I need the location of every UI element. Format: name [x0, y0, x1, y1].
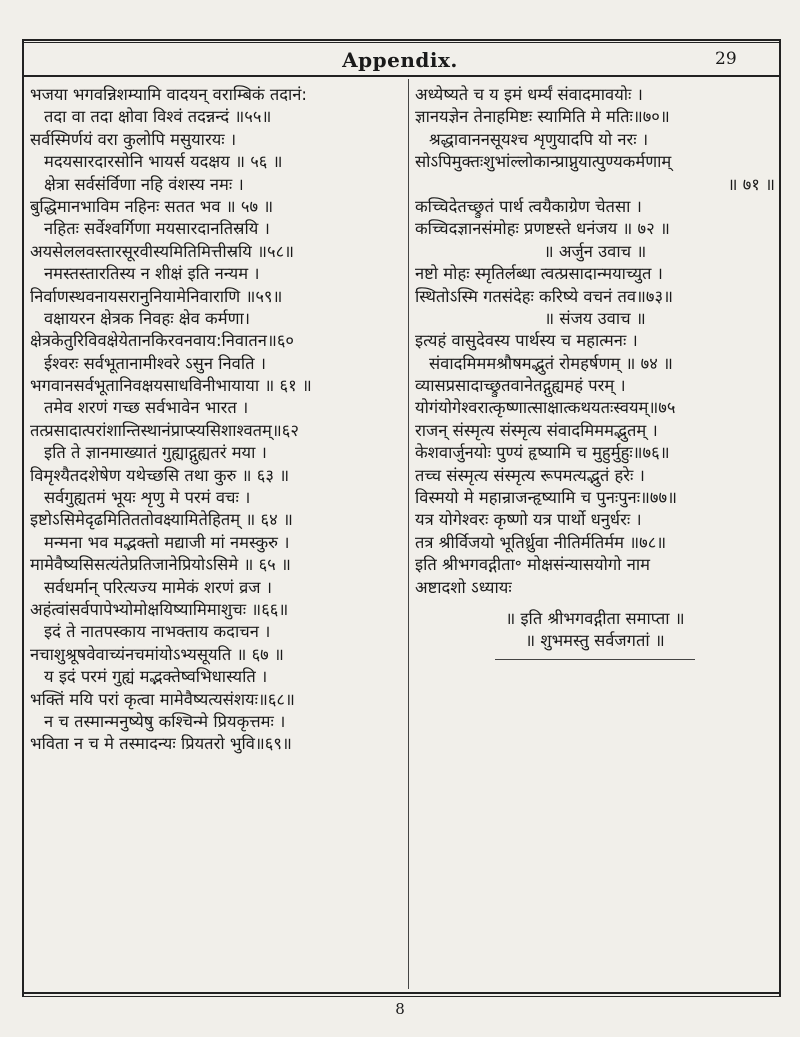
- verse-line: नचाशुश्रूषवेवाच्यंनचमांयोऽभ्यसूयति ॥ ६७ ॥: [30, 644, 284, 664]
- verse-line: स्थितोऽस्मि गतसंदेहः करिष्ये वचनं तव॥७३॥: [415, 286, 673, 306]
- verse-line: तच्च संस्मृत्य संस्मृत्य रूपमत्यद्भुतं हरेः ।: [415, 465, 645, 485]
- verse-line: इत्यहं वासुदेवस्य पार्थस्य च महात्मनः ।: [415, 331, 638, 351]
- frame-top-rule: [22, 39, 779, 41]
- verse-line: भक्तिं मयि परां कृत्वा मामेवैष्यत्यसंशयः॥६८॥: [30, 689, 295, 709]
- verse-line: भजया भगवन्निशम्यामि वादयन् वराम्बिकं तदानं:: [30, 85, 307, 104]
- verse-line: न च तस्मान्मनुष्येषु कश्चिन्मे प्रियकृत्तमः ।: [44, 711, 286, 731]
- verse-line: मामेवैष्यसिसत्यंतेप्रतिजानेप्रियोऽसिमे ॥ ६५ ॥: [30, 555, 291, 575]
- verse-line: बुद्धिमानभाविम नहिनः सतत भव ॥ ५७ ॥: [30, 196, 274, 216]
- verse-line: मन्मना भव मद्भक्तो मद्याजी मां नमस्कुरु ।: [44, 532, 290, 552]
- verse-line: सर्वस्मिर्णयं वरा कुलोपि मसुयारयः ।: [30, 129, 237, 149]
- verse-line: ॥ शुभमस्तु सर्वजगतां ॥: [525, 631, 665, 651]
- page-number: 29: [715, 49, 737, 69]
- verse-line: श्रद्धावाननसूयश्च शृणुयादपि यो नरः ।: [429, 129, 649, 149]
- verse-line: सर्वधर्मान् परित्यज्य मामेकं शरणं व्रज ।: [44, 577, 273, 597]
- verse-line: सर्वगुह्यतमं भूयः शृणु मे परमं वचः ।: [44, 488, 251, 508]
- frame-top-rule-inner: [22, 42, 779, 43]
- verse-line: ईश्वरः सर्वभूतानामीश्वरे ऽसुन निवति ।: [44, 353, 267, 373]
- verse-line: तमेव शरणं गच्छ सर्वभावेन भारत ।: [44, 398, 249, 418]
- verse-line: अहंत्वांसर्वपापेभ्योमोक्षयिष्यामिमाशुचः ॥६६॥: [30, 599, 289, 619]
- verse-line: विमृश्यैतदशेषेण यथेच्छसि तथा कुरु ॥ ६३ ॥: [30, 465, 290, 485]
- verse-line: इति ते ज्ञानमाख्यातं गुह्याद्गुह्यतरं मया ।: [44, 443, 267, 463]
- verse-line: भविता न च मे तस्मादन्यः प्रियतरो भुवि॥६९॥: [30, 734, 292, 754]
- verse-line: ॥ इति श्रीभगवद्गीता समाप्ता ॥: [505, 608, 685, 628]
- verse-line: राजन् संस्मृत्य संस्मृत्य संवादमिममद्भुतम् ।: [415, 420, 658, 440]
- verse-line: इष्टोऽसिमेदृढमितिततोवक्ष्यामितेहितम् ॥ ६४ ॥: [30, 510, 293, 530]
- verse-line: तत्प्रसादात्परांशान्तिस्थानंप्राप्स्यसिशाश्वतम्॥६२: [30, 420, 299, 440]
- verse-line: इदं ते नातपस्काय नाभक्ताय कदाचन ।: [44, 622, 271, 642]
- verse-line: अध्येष्यते च य इमं धर्म्यं संवादमावयोः ।: [415, 85, 643, 104]
- verse-line: व्यासप्रसादाच्छ्रुतवानेतद्गुह्यमहं परम् ।: [415, 376, 626, 396]
- footer-rule-inner: [22, 996, 781, 997]
- verse-line: अष्टादशो ऽध्यायः: [415, 577, 512, 597]
- verse-line: नष्टो मोहः स्मृतिर्लब्धा त्वत्प्रसादान्मयाच्युत ।: [415, 264, 663, 284]
- verse-line: केशवार्जुनयोः पुण्यं हृष्यामि च मुहुर्मुहुः॥७६॥: [415, 443, 670, 463]
- verse-line: संवादमिममश्रौषमद्भुतं रोमहर्षणम् ॥ ७४ ॥: [429, 353, 673, 373]
- header-rule: [22, 75, 781, 77]
- verse-line: ॥ संजय उवाच ॥: [544, 308, 646, 328]
- verse-line: इति श्रीभगवद्गीता॰ मोक्षसंन्यासयोगो नाम: [415, 555, 651, 575]
- verse-line: ॥ अर्जुन उवाच ॥: [543, 241, 647, 261]
- verse-line: ज्ञानयज्ञेन तेनाहमिष्टः स्यामिति मे मतिः॥७०॥: [415, 107, 670, 127]
- verse-line: अयसेललवस्तारसूरवीस्यमितिमित्तीस्रयि ॥५८॥: [30, 241, 295, 261]
- verse-line: यत्र योगेश्वरः कृष्णो यत्र पार्थो धनुर्धरः ।: [415, 510, 642, 530]
- verse-line: तदा वा तदा क्षोवा विश्वं तदन्नन्दं ॥५५॥: [44, 107, 272, 127]
- signature-mark: 8: [395, 1000, 405, 1018]
- verse-line: नहितः सर्वेश्वर्गिणा मयसारदानतिस्रयि ।: [44, 219, 270, 239]
- footer-rule: [22, 992, 781, 994]
- running-head-title: Appendix.: [342, 48, 458, 72]
- verse-line: मदयसारदारसोनि भायर्स यदक्षय ॥ ५६ ॥: [44, 152, 283, 172]
- verse-line: वक्षायरन क्षेत्रक निवहः क्षेव कर्मणा।: [44, 308, 251, 328]
- verse-line: विस्मयो मे महान्राजन्हृष्यामि च पुनःपुनः॥७७॥: [415, 488, 677, 508]
- right-column: [415, 84, 775, 660]
- verse-line: निर्वाणस्थवनायसरानुनियामेनिवाराणि ॥५९॥: [30, 286, 283, 306]
- left-column: [30, 84, 402, 756]
- frame-left-rule: [22, 39, 24, 996]
- verse-line: तत्र श्रीर्विजयो भूतिर्ध्रुवा नीतिर्मतिर्मम ॥७८॥: [415, 532, 667, 552]
- verse-line: कच्चिदेतच्छ्रुतं पार्थ त्वयैकाग्रेण चेतसा ।: [415, 196, 642, 216]
- verse-line: क्षेत्रकेतुरिविवक्षेयेतानकिरवनवाय:निवातन॥६०: [30, 331, 294, 351]
- verse-line: [415, 599, 775, 608]
- verse-line: सोऽपिमुक्तःशुभांल्लोकान्प्राप्नुयात्पुण्यकर्मणाम्: [415, 152, 672, 172]
- verse-line: नमस्तस्तारतिस्य न शीक्षं इति नन्यम ।: [44, 264, 260, 284]
- verse-line: य इदं परमं गुह्यं मद्भक्तेष्वभिधास्यति ।: [44, 667, 268, 687]
- column-divider: [408, 79, 409, 989]
- verse-line: क्षेत्रा सर्वसंर्विणा नहि वंशस्य नमः ।: [44, 174, 244, 194]
- verse-line: भगवानसर्वभूतानिवक्षयसाधविनीभायाया ॥ ६१ ॥: [30, 376, 312, 396]
- verse-line: कच्चिदज्ञानसंमोहः प्रणष्टस्ते धनंजय ॥ ७२ ॥: [415, 219, 670, 239]
- closing-rule: [495, 659, 695, 660]
- frame-right-rule: [779, 39, 781, 996]
- verse-line: ॥ ७१ ॥: [727, 174, 775, 194]
- verse-line: योगंयोगेश्वरात्कृष्णात्साक्षात्कथयतःस्वयम्॥७५: [415, 398, 676, 418]
